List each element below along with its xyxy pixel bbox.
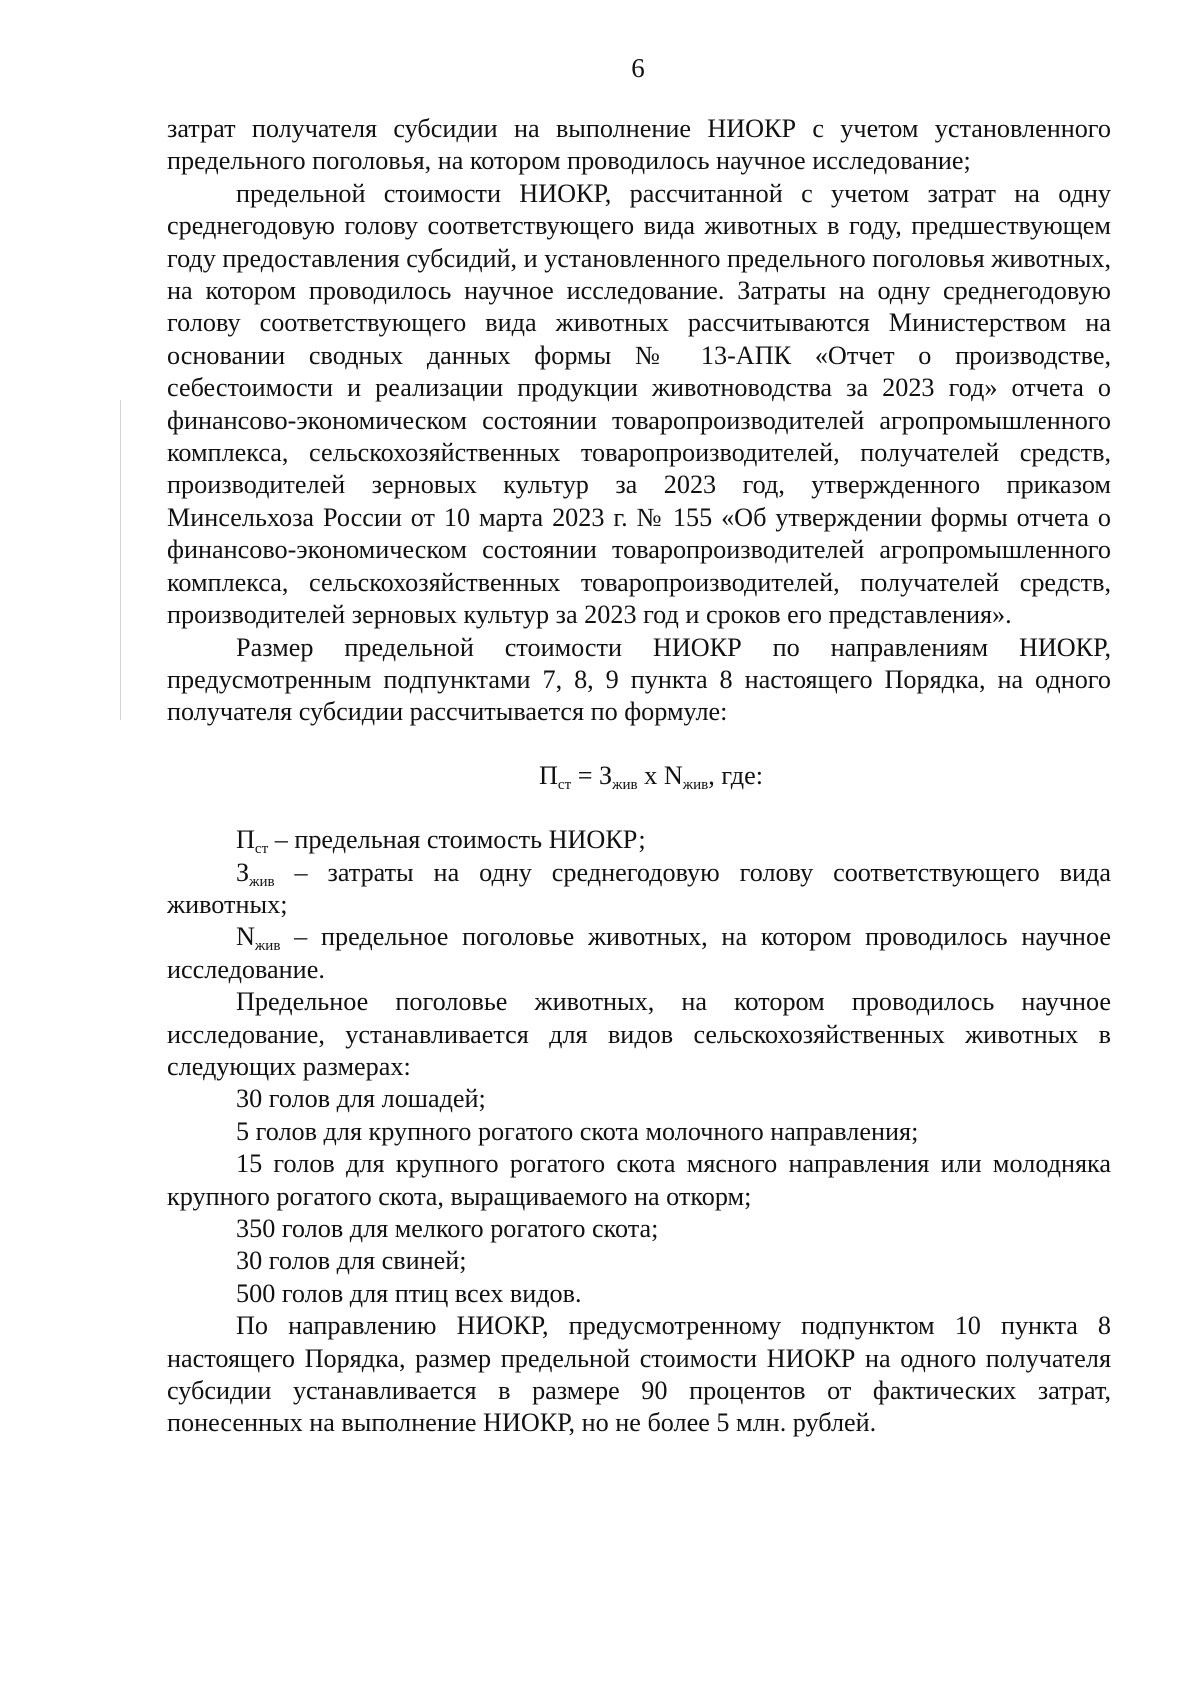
limit-item-poultry: 500 голов для птиц всех видов. [236, 1278, 582, 1308]
definition-p-text: – предельная стоимость НИОКР; [268, 825, 646, 855]
definition-costs-per-head [167, 857, 1111, 922]
definition-max-cost [167, 824, 1111, 856]
limit-item-small-ruminants: 350 голов для мелкого рогатого скота; [236, 1214, 659, 1243]
limit-item-pigs: 30 голов для свиней; [236, 1246, 467, 1276]
formula-z-symbol: З [599, 760, 613, 790]
paragraph-costs-continuation: затрат получателя субсидии на выполнение НИОКР с учетом установленного предельного поголовья, на котором проводилось научное исследование; [167, 114, 1111, 176]
limit-item-horses: 30 голов для лошадей; [236, 1084, 486, 1114]
document-body [167, 113, 1111, 1440]
formula-n-subscript: жив [682, 776, 709, 793]
formula-equals: = [571, 760, 600, 790]
page-number: 6 [631, 53, 645, 83]
definition-z-text: – затраты на одну среднегодовую голову соответствующего вида животных; [167, 857, 1111, 919]
paragraph-livestock-limits-intro: Предельное поголовье животных, на котором проводилось научное исследование, устанавливается для видов сельскохозяйственных животных в следующих размерах: [167, 987, 1111, 1081]
paragraph-subparagraph-10: По направлению НИОКР, предусмотренному подпунктом 10 пункта 8 настоящего Порядка, размер предельной стоимости НИОКР на одного получателя субсидии устанавливается в размере 90 процентов от фактических затрат, понесенных на выполнение НИОКР, но не более 5 млн. рублей. [167, 1311, 1111, 1438]
formula-tail: , где: [708, 760, 763, 790]
limit-item-dairy-cattle: 5 голов для крупного рогатого скота молочного направления; [236, 1116, 919, 1146]
definition-max-livestock [167, 921, 1111, 986]
definition-n-text: – предельное поголовье животных, на котором проводилось научное исследование. [167, 922, 1111, 984]
formula-times: х [637, 760, 664, 790]
paragraph-formula-intro: Размер предельной стоимости НИОКР по направлениям НИОКР, предусмотренным подпунктами 7, 8, 9 пункта 8 настоящего Порядка, на одного получателя субсидии рассчитывается по формуле: [167, 632, 1111, 727]
formula-n-symbol: N [663, 760, 683, 790]
limit-item-beef-cattle: 15 голов для крупного рогатого скота мясного направления или молодняка крупного рогатого скота, выращиваемого на откорм; [167, 1149, 1111, 1211]
formula [167, 760, 1111, 792]
paragraph-maximum-cost: предельной стоимости НИОКР, рассчитанной с учетом затрат на одну среднегодовую голову соответствующего вида животных в году, предшествующем году предоставления субсидий, и установленного предельного поголовья животных, на котором проводилось научное исследование. Затраты на одну среднегодовую голову соответствующего вида животных рассчитываются Министерством на основании сводных данных формы № 13-АПК «Отчет о производстве, себестоимости и реализации продукции животноводства за 2023 год» отчета о финансово-экономическом состоянии товаропроизводителей агропромышленного комплекса, сельскохозяйственных товаропроизводителей, получателей средств, производителей зерновых культур за 2023 год, утвержденного приказом Минсельхоза России от 10 марта 2023 г. № 155 «Об утверждении формы отчета о финансово-экономическом состоянии товаропроизводителей агропромышленного комплекса, сельскохозяйственных товаропроизводителей, получателей средств, производителей зерновых культур за 2023 год и сроков его представления». [167, 178, 1111, 630]
definition-p-subscript: ст [254, 841, 269, 858]
definition-z-symbol: З [236, 857, 250, 887]
definition-n-subscript: жив [254, 938, 281, 955]
definition-n-symbol: N [236, 922, 255, 952]
scan-margin-line [120, 400, 121, 720]
formula-p-symbol: П [539, 760, 558, 790]
formula-expression [539, 760, 763, 792]
formula-p-subscript: ст [557, 776, 572, 793]
definition-z-subscript: жив [249, 873, 275, 890]
definition-p-symbol: П [236, 825, 255, 855]
formula-z-subscript: жив [612, 776, 638, 793]
